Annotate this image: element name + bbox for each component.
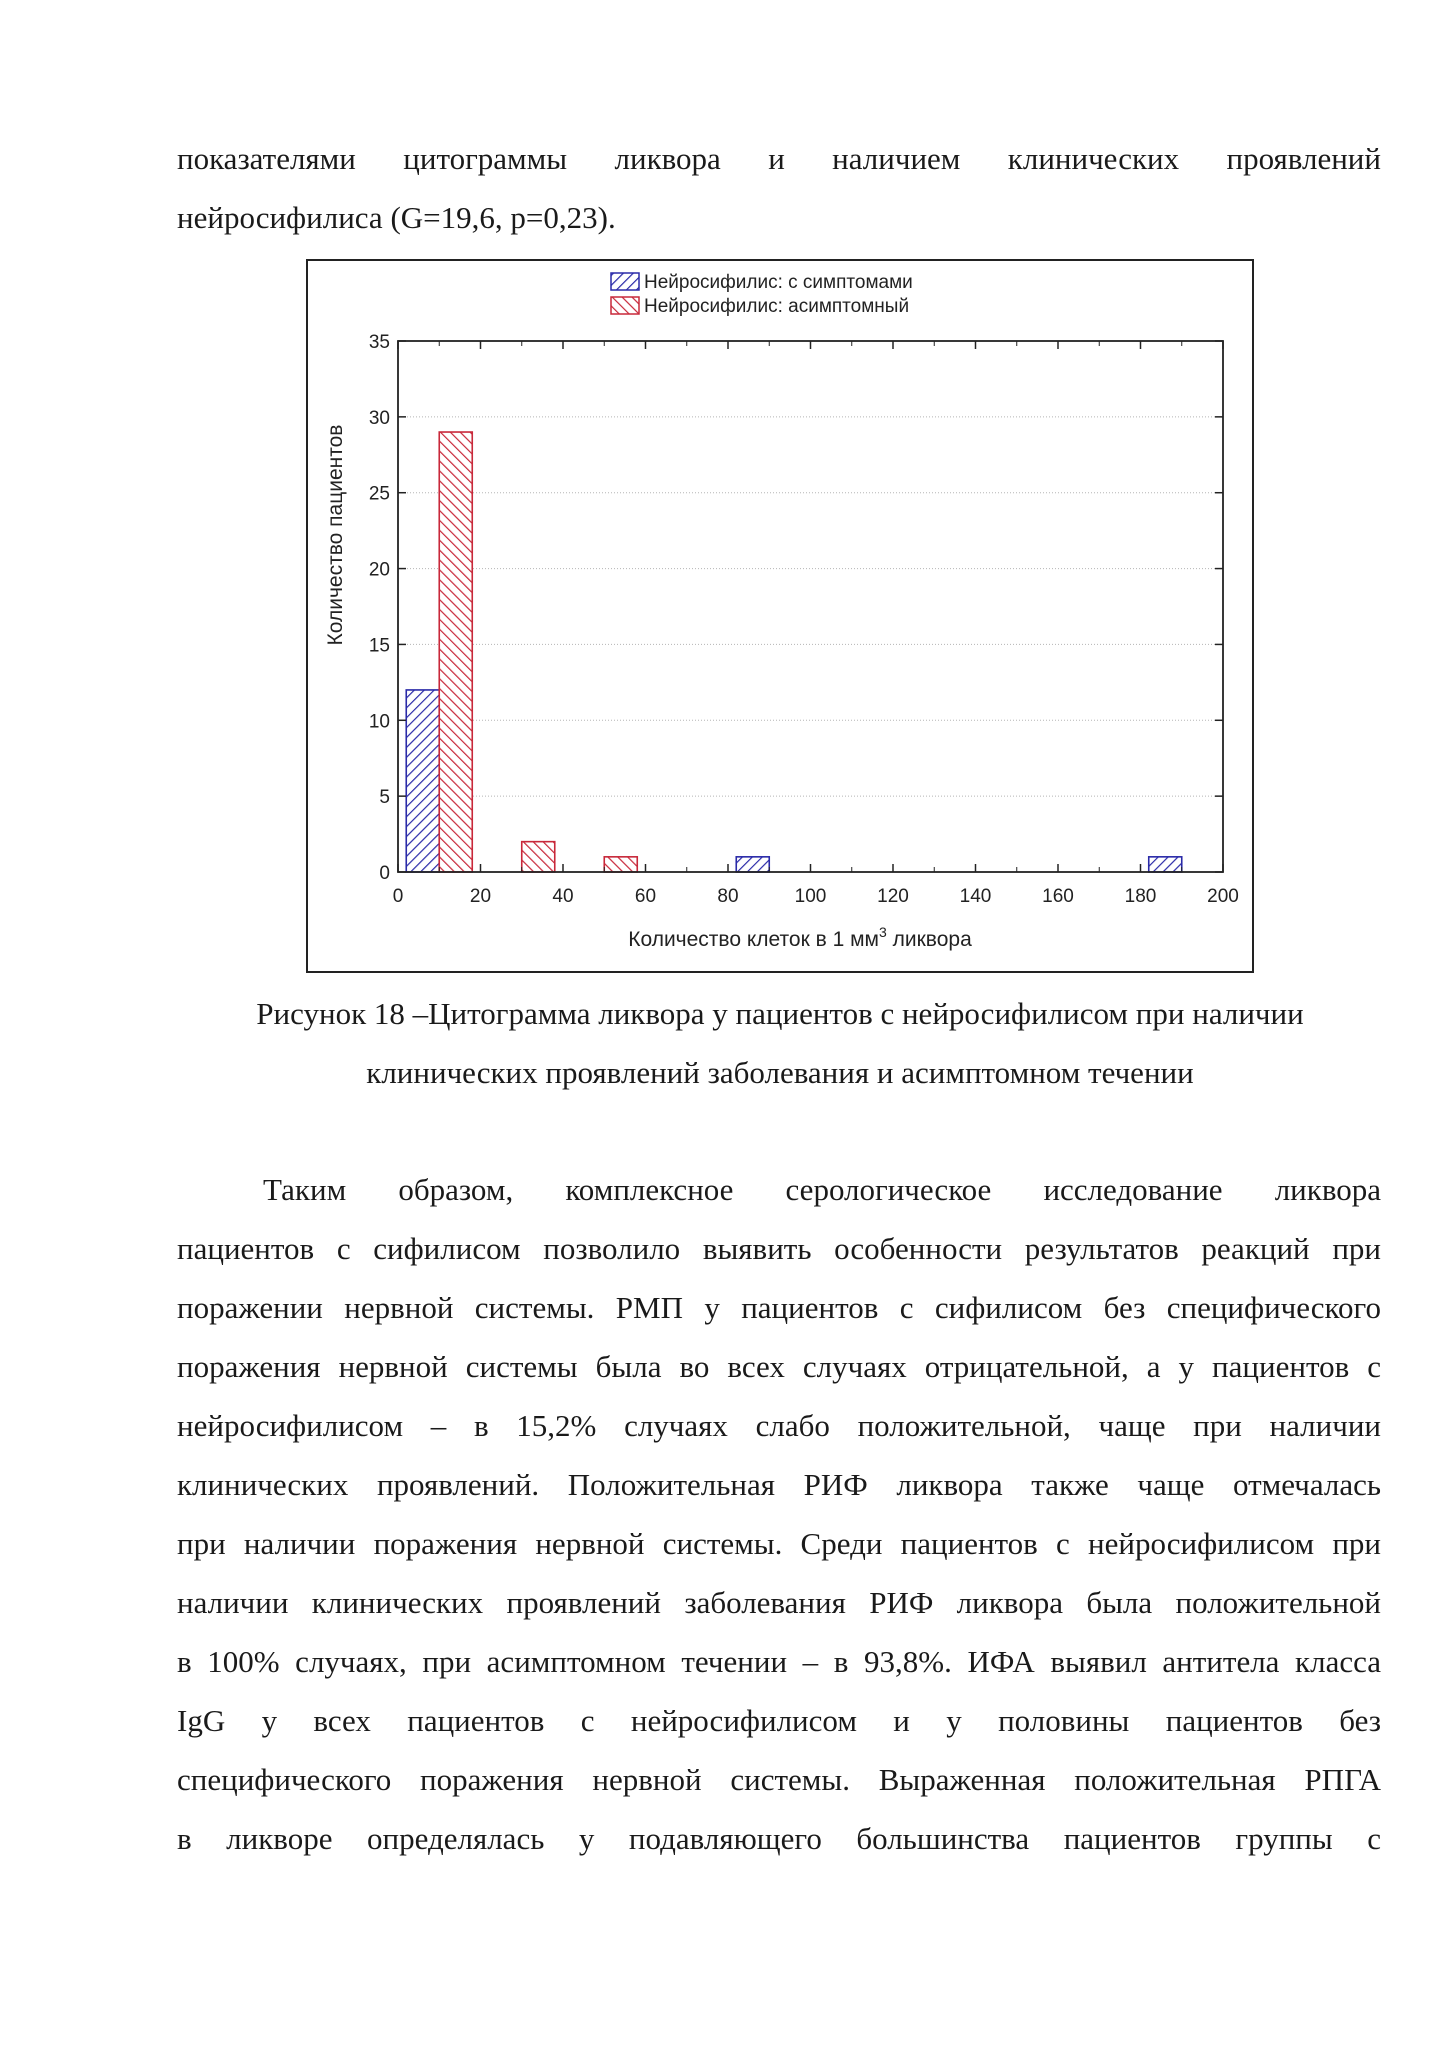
x-axis-label-suffix: ликвора: [886, 928, 972, 951]
x-tick-label: 160: [1042, 886, 1074, 907]
x-tick-label: 0: [392, 886, 404, 907]
grid-lines: [398, 417, 1223, 796]
legend-label-symptomatic: Нейросифилис: с симптомами: [644, 272, 913, 293]
axes: [369, 332, 1239, 907]
x-axis-label: [628, 924, 972, 951]
bar-series-2-2: [522, 842, 555, 872]
top-text-line-1: показателями цитограммы ликвора и наличием клинических проявлений: [177, 141, 1381, 176]
bar-chart: [308, 261, 1252, 971]
legend-swatch-asymptomatic: [611, 297, 639, 314]
x-tick-label: 180: [1124, 886, 1157, 907]
bar-series-1-3: [1149, 857, 1182, 872]
y-tick-label: 10: [368, 711, 390, 733]
body-text-line-8: наличии клинических проявлений заболевания РИФ ликвора была положительной: [177, 1585, 1381, 1620]
figure-caption-line-1: Рисунок 18 –Цитограмма ликвора у пациентов с нейросифилисом при наличии: [256, 996, 1304, 1031]
x-tick-label: 200: [1207, 886, 1239, 907]
legend: [611, 272, 913, 317]
y-tick-label: 35: [368, 332, 390, 353]
x-tick-label: 120: [877, 886, 909, 907]
y-tick-label: 0: [379, 863, 390, 884]
body-text-line-12: в ликворе определялась у подавляющего большинства пациентов группы с: [177, 1821, 1381, 1856]
x-tick-label: 40: [552, 886, 574, 907]
body-text-line-9: в 100% случаях, при асимптомном течении – в 93,8%. ИФА выявил антитела класса: [177, 1644, 1381, 1679]
x-tick-label: 100: [794, 886, 827, 907]
bar-series-1-2: [736, 857, 769, 872]
y-axis-label: Количество пациентов: [324, 424, 347, 646]
body-text-line-4: поражения нервной системы была во всех случаях отрицательной, а у пациентов с: [177, 1349, 1381, 1384]
y-tick-label: 15: [368, 635, 390, 657]
figure-caption-line-2: клинических проявлений заболевания и асимптомном течении: [366, 1055, 1194, 1090]
y-tick-label: 25: [368, 483, 390, 505]
body-text-line-1: Таким образом, комплексное серологическое исследование ликвора: [263, 1172, 1381, 1207]
body-text-line-7: при наличии поражения нервной системы. Среди пациентов с нейросифилисом при: [177, 1526, 1381, 1561]
x-tick-label: 80: [717, 886, 739, 907]
body-text-line-2: пациентов с сифилисом позволило выявить особенности результатов реакций при: [177, 1231, 1381, 1266]
x-axis-label-superscript: 3: [878, 924, 887, 940]
y-tick-label: 5: [379, 787, 390, 809]
legend-swatch-symptomatic: [611, 273, 639, 290]
top-text-line-2: нейросифилиса (G=19,6, p=0,23).: [177, 200, 616, 235]
plot-frame: [398, 341, 1223, 872]
body-text-line-11: специфического поражения нервной системы. Выраженная положительная РПГА: [177, 1762, 1381, 1797]
bar-series-2-3: [604, 857, 637, 872]
y-tick-label: 30: [368, 407, 390, 429]
y-tick-label: 20: [368, 559, 390, 581]
legend-label-asymptomatic: Нейросифилис: асимптомный: [644, 296, 910, 317]
bars: [406, 432, 1182, 872]
x-tick-label: 140: [959, 886, 992, 907]
body-text-line-6: клинических проявлений. Положительная РИФ ликвора также чаще отмечалась: [177, 1467, 1381, 1502]
body-text-line: [177, 1160, 1381, 1219]
top-paragraph: [177, 129, 1381, 247]
bar-series-1-1: [406, 690, 439, 872]
x-tick-label: 60: [634, 886, 657, 907]
chart-figure: [306, 259, 1254, 973]
x-axis-label-main: Количество клеток в 1 мм: [628, 928, 879, 951]
body-text-line-10: IgG у всех пациентов с нейросифилисом и у половины пациентов без: [177, 1703, 1381, 1738]
bar-series-2-1: [439, 432, 472, 872]
body-text-line-3: поражении нервной системы. РМП у пациентов с сифилисом без специфического: [177, 1290, 1381, 1325]
body-paragraph: [177, 1160, 1381, 1868]
body-text-line-5: нейросифилисом – в 15,2% случаях слабо положительной, чаще при наличии: [177, 1408, 1381, 1443]
x-tick-label: 20: [469, 886, 492, 907]
